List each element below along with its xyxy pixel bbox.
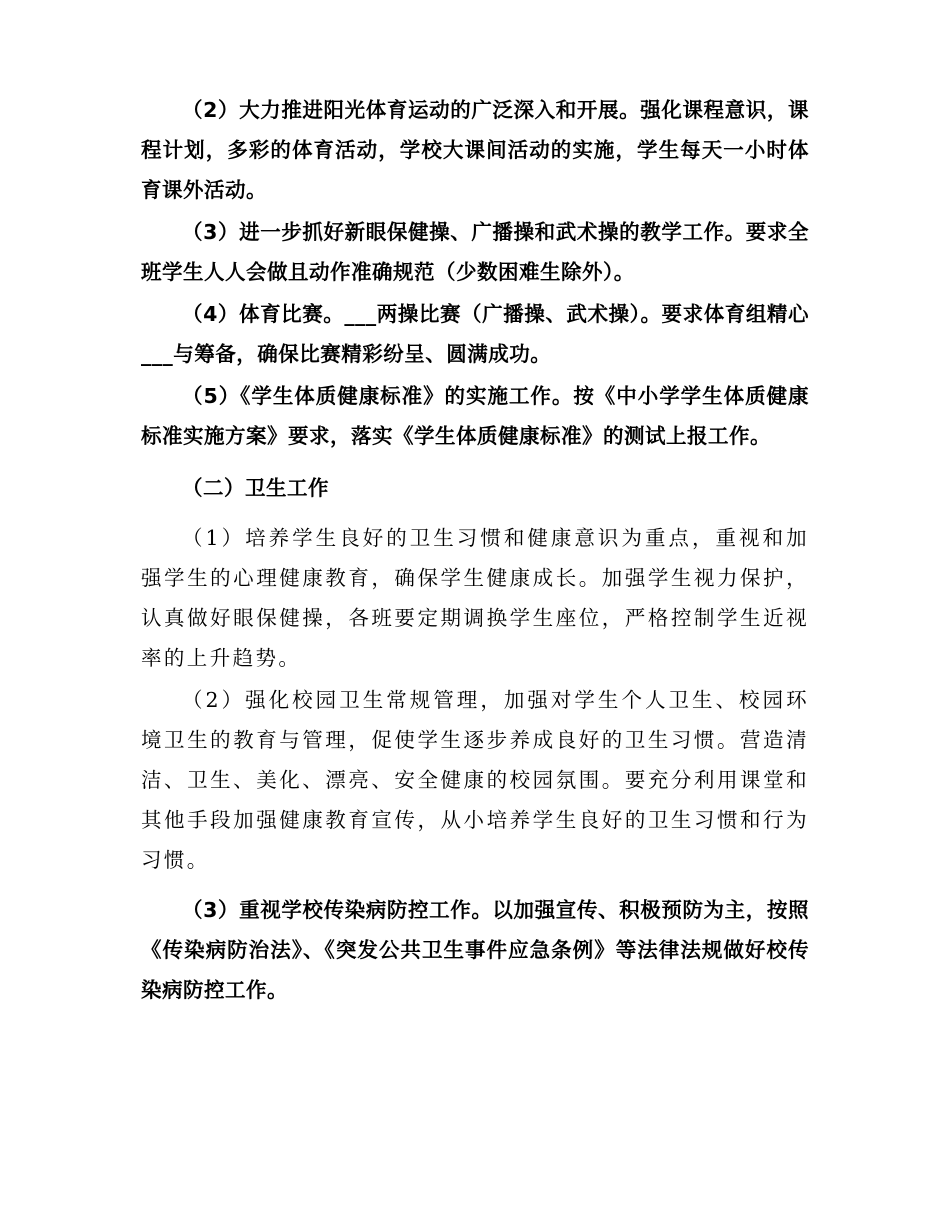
paragraph-sunshine-sports: （2）大力推进阳光体育运动的广泛深入和开展。强化课程意识，课程计划，多彩的体育活动，学校大课间活动的实施，学生每天一小时体育课外活动。	[141, 98, 809, 202]
section-heading-hygiene: （二）卫生工作	[182, 476, 329, 500]
document-body	[141, 90, 809, 1010]
paragraph-campus-hygiene: （2）强化校园卫生常规管理，加强对学生个人卫生、校园环境卫生的教育与管理，促使学生逐步养成良好的卫生习惯。营造清洁、卫生、美化、漂亮、安全健康的校园氛围。要充分利用课堂和其他手段加强健康教育宣传，从小培养学生良好的卫生习惯和行为习惯。	[141, 688, 809, 872]
paragraph-disease-control: （3）重视学校传染病防控工作。以加强宣传、积极预防为主，按照《传染病防治法》、《突发公共卫生事件应急条例》等法律法规做好校传染病防控工作。	[141, 898, 809, 1002]
paragraph-sports-competition: （4）体育比赛。___两操比赛（广播操、武术操）。要求体育组精心___与筹备，确保比赛精彩纷呈、圆满成功。	[141, 302, 809, 366]
paragraph-health-standard: （5）《学生体质健康标准》的实施工作。按《中小学学生体质健康标准实施方案》要求，落实《学生体质健康标准》的测试上报工作。	[141, 384, 809, 448]
paragraph-hygiene-habits: （1）培养学生良好的卫生习惯和健康意识为重点，重视和加强学生的心理健康教育，确保学生健康成长。加强学生视力保护，认真做好眼保健操，各班要定期调换学生座位，严格控制学生近视率的上升趋势。	[141, 526, 809, 670]
paragraph-eye-exercises: （3）进一步抓好新眼保健操、广播操和武术操的教学工作。要求全班学生人人会做且动作准确规范（少数困难生除外）。	[141, 220, 809, 284]
